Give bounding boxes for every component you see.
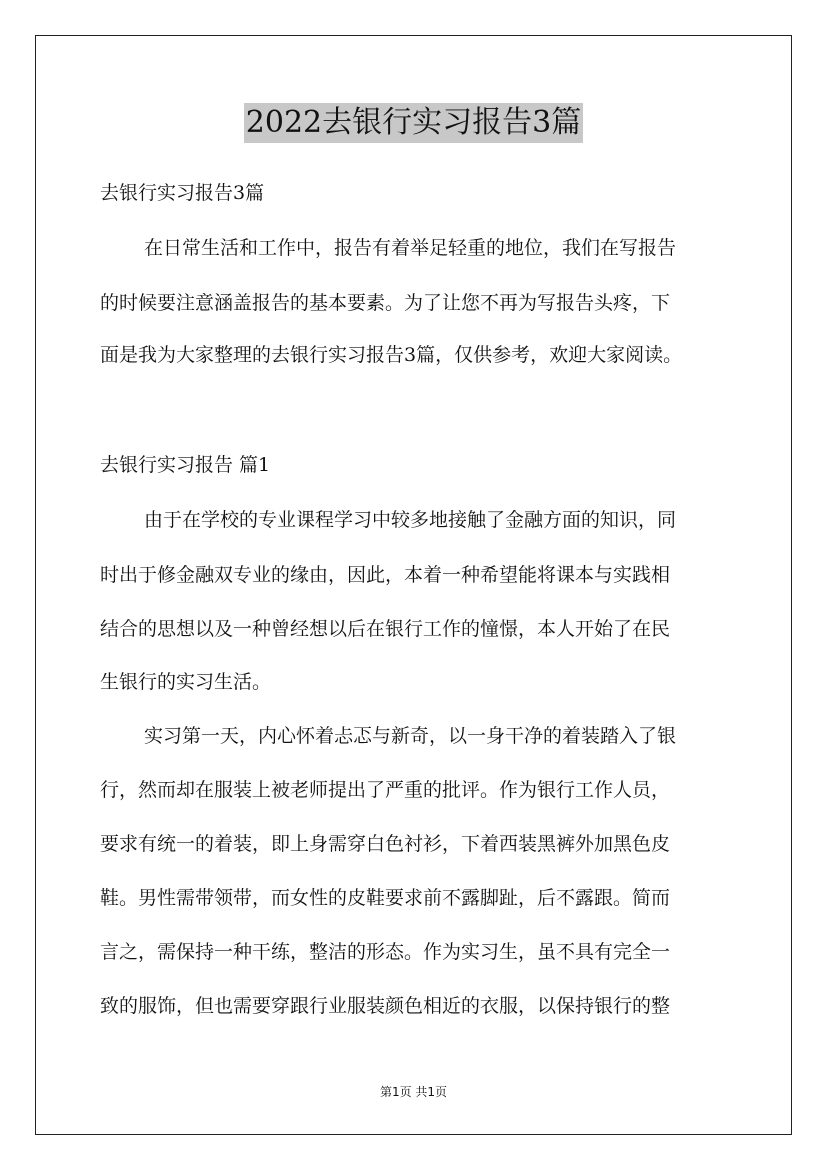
paragraph2-line-6: 致的服饰，但也需要穿跟行业服装颜色相近的衣服，以保持银行的整	[100, 995, 671, 1017]
title-container	[0, 103, 827, 143]
paragraph2-line-4: 鞋。男性需带领带，而女性的皮鞋要求前不露脚趾，后不露跟。简而	[100, 887, 671, 909]
paragraph1-line-4: 生银行的实习生活。	[100, 671, 272, 693]
section-heading: 去银行实习报告 篇1	[100, 454, 271, 476]
document-title: 2022去银行实习报告3篇	[244, 103, 583, 143]
intro-line-2: 的时候要注意涵盖报告的基本要素。为了让您不再为写报告头疼，下	[100, 292, 671, 314]
paragraph2-line-1: 实习第一天，内心怀着忐忑与新奇，以一身干净的着装踏入了银	[144, 725, 677, 747]
page-footer: 第1页 共1页	[379, 1085, 448, 1099]
paragraph1-line-2: 时出于修金融双专业的缘由，因此，本着一种希望能将课本与实践相	[100, 564, 671, 586]
intro-line-3: 面是我为大家整理的去银行实习报告3篇，仅供参考，欢迎大家阅读。	[100, 344, 683, 366]
intro-line-1: 在日常生活和工作中，报告有着举足轻重的地位，我们在写报告	[144, 237, 677, 259]
paragraph2-line-3: 要求有统一的着装，即上身需穿白色衬衫，下着西装黑裤外加黑色皮	[100, 833, 671, 855]
paragraph1-line-1: 由于在学校的专业课程学习中较多地接触了金融方面的知识，同	[144, 509, 677, 531]
paragraph2-line-2: 行，然而却在服装上被老师提出了严重的批评。作为银行工作人员，	[100, 779, 671, 801]
document-subtitle: 去银行实习报告3篇	[100, 182, 265, 204]
paragraph1-line-3: 结合的思想以及一种曾经想以后在银行工作的憧憬，本人开始了在民	[100, 618, 671, 640]
paragraph2-line-5: 言之，需保持一种干练，整洁的形态。作为实习生，虽不具有完全一	[100, 941, 671, 963]
